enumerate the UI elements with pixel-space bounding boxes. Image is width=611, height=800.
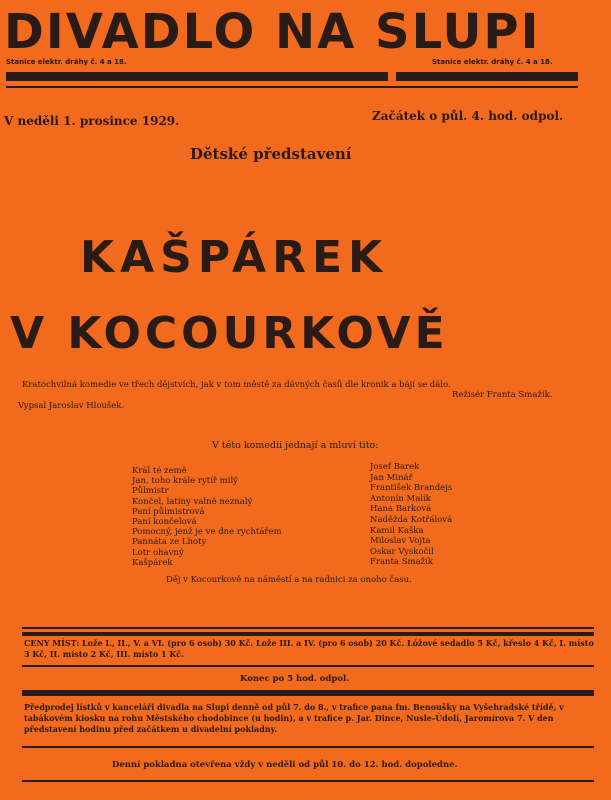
actor-item: Antonín Malík (370, 493, 431, 504)
actor-item: Naděžda Kotřálová (370, 514, 453, 525)
play-author: Vypsal Jaroslav Hloušek. (18, 401, 125, 411)
header-rule-right (396, 72, 578, 81)
role-item: Jan, toho krále rytíř milý (132, 476, 238, 487)
role-item: Paní končelová (132, 517, 197, 528)
presale-info: Předprodej lístků v kanceláři divadla na Slupi denně od půl 7. do 8., v trafice pana fm. Benoušky na Vyšehradské třídě, v tabákovém kiosku na rohu Městského chodobince (u hodin), a v trafice p. Jar. Dince, Nusle-Údolí, Jaromírova 7. V den představení hodinu před začátkem u divadelní pokladny. (24, 702, 564, 734)
play-title-line-2: V KOCOURKOVĚ (10, 308, 449, 359)
play-setting: Děj v Kocourkově na náměstí a na radnici za onoho času. (166, 575, 412, 585)
end-time: Konec po 5 hod. odpol. (240, 674, 350, 684)
ticket-prices: CENY MÍST: Lože I., II., V. a VI. (pro 6 osob) 30 Kč. Lože III. a IV. (pro 6 osob) 20 Kč. Lóžové sedadlo 5 Kč, křeslo 4 Kč, I. místo 3 Kč, II. místo 2 Kč, III. místo 1 Kč. (24, 638, 594, 659)
start-time: Začátek o půl. 4. hod. odpol. (372, 109, 564, 123)
actor-item: Miloslav Vojta (370, 536, 431, 547)
footer-rule-6 (22, 780, 594, 782)
actor-item: Franta Smažík (370, 557, 433, 568)
footer-rule-1 (22, 627, 594, 629)
role-item: Pannáta ze Lhoty (132, 537, 207, 548)
tram-info-right: Stanice elektr. dráhy č. 4 a 18. (432, 58, 553, 66)
role-item: Kašpárek (132, 557, 173, 568)
role-item: Končel, latiny valně neznalý (132, 496, 253, 507)
header-rule-left (6, 72, 388, 81)
cast-roles-list (132, 466, 282, 568)
cast-actors-list (370, 462, 452, 568)
actor-item: Hana Barková (370, 504, 432, 515)
actor-item: František Brandejs (370, 483, 453, 494)
play-director: Režisér Franta Smažík. (452, 390, 553, 400)
performance-type: Dětské představení (190, 145, 352, 163)
actor-item: Oskar Vyskočil (370, 546, 434, 557)
theatre-name: DIVADLO NA SLUPI (4, 4, 541, 60)
header-rule-thin (6, 86, 578, 88)
footer-rule-2 (22, 632, 594, 636)
performance-date: V neděli 1. prosince 1929. (4, 114, 180, 128)
actor-item: Josef Barek (370, 462, 420, 472)
footer-rule-3 (22, 665, 594, 667)
actor-item: Jan Minář (370, 472, 413, 483)
cast-heading: V této komedii jednají a mluví tito: (212, 440, 379, 451)
footer-rule-4 (22, 690, 594, 696)
role-item: Půlmistr (132, 486, 169, 497)
tram-info-left: Stanice elektr. dráhy č. 4 a 18. (6, 58, 127, 66)
role-item: Paní půlmistrová (132, 506, 205, 517)
play-title-line-1: KAŠPÁREK (80, 232, 389, 283)
play-subtitle: Kratochvilná komedie ve třech dějstvích, jak v tom městě za dávných časů dle kronik a bájí se dálo. (22, 380, 451, 390)
box-office-hours: Denní pokladna otevřena vždy v neděli od půl 10. do 12. hod. dopoledne. (112, 760, 458, 770)
actor-item: Kamil Kaška (370, 525, 424, 536)
role-item: Pomocný, jenž je ve dne rychtářem (132, 527, 282, 538)
role-item: Král té země (132, 466, 187, 476)
role-item: Lotr ohavný (132, 547, 184, 558)
footer-rule-5 (22, 746, 594, 748)
